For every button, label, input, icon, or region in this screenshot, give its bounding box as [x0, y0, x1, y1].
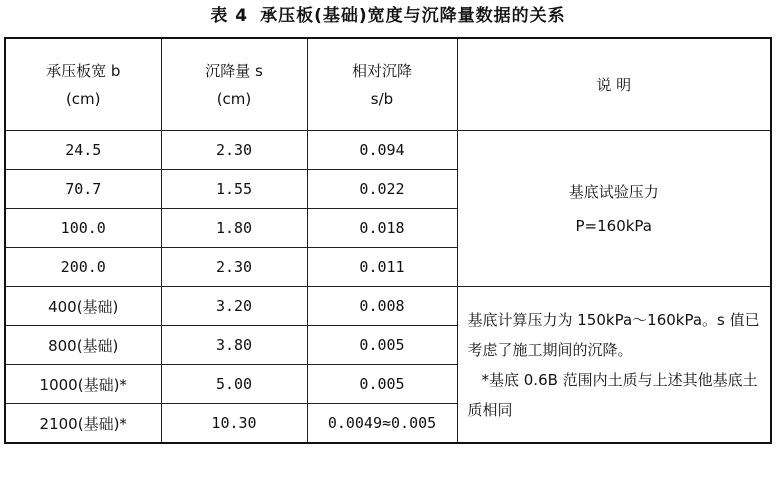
cell-settlement: 2.30 [161, 131, 307, 170]
cell-relative: 0.094 [307, 131, 457, 170]
cell-relative: 0.005 [307, 365, 457, 404]
cell-width: 24.5 [5, 131, 161, 170]
cell-settlement: 1.55 [161, 170, 307, 209]
cell-settlement: 2.30 [161, 248, 307, 287]
cell-settlement: 3.80 [161, 326, 307, 365]
cell-relative: 0.0049≈0.005 [307, 404, 457, 444]
cell-relative: 0.011 [307, 248, 457, 287]
table-caption: 承压板(基础)宽度与沉降量数据的关系 [260, 6, 566, 26]
table-number: 表 4 [210, 6, 249, 26]
cell-relative: 0.018 [307, 209, 457, 248]
cell-relative: 0.005 [307, 326, 457, 365]
header-plate-width: 承压板宽 b (cm) [5, 38, 161, 131]
data-table [4, 37, 772, 444]
header-row [5, 38, 771, 131]
header-description: 说 明 [457, 38, 771, 131]
table-row [5, 287, 771, 326]
note-calc-pressure: 基底计算压力为 150kPa～160kPa。s 值已考虑了施工期间的沉降。 *基底 0.6B 范围内土质与上述其他基底土质相同 [457, 287, 771, 444]
cell-settlement: 10.30 [161, 404, 307, 444]
note-test-pressure: 基底试验压力 P=160kPa [457, 131, 771, 287]
header-relative-settlement: 相对沉降 s/b [307, 38, 457, 131]
cell-width: 1000(基础)* [5, 365, 161, 404]
cell-width: 800(基础) [5, 326, 161, 365]
table-title [0, 4, 776, 28]
cell-width: 2100(基础)* [5, 404, 161, 444]
cell-relative: 0.008 [307, 287, 457, 326]
cell-settlement: 5.00 [161, 365, 307, 404]
cell-width: 70.7 [5, 170, 161, 209]
cell-settlement: 3.20 [161, 287, 307, 326]
cell-relative: 0.022 [307, 170, 457, 209]
header-settlement: 沉降量 s (cm) [161, 38, 307, 131]
table-row [5, 131, 771, 170]
cell-settlement: 1.80 [161, 209, 307, 248]
cell-width: 100.0 [5, 209, 161, 248]
cell-width: 400(基础) [5, 287, 161, 326]
cell-width: 200.0 [5, 248, 161, 287]
